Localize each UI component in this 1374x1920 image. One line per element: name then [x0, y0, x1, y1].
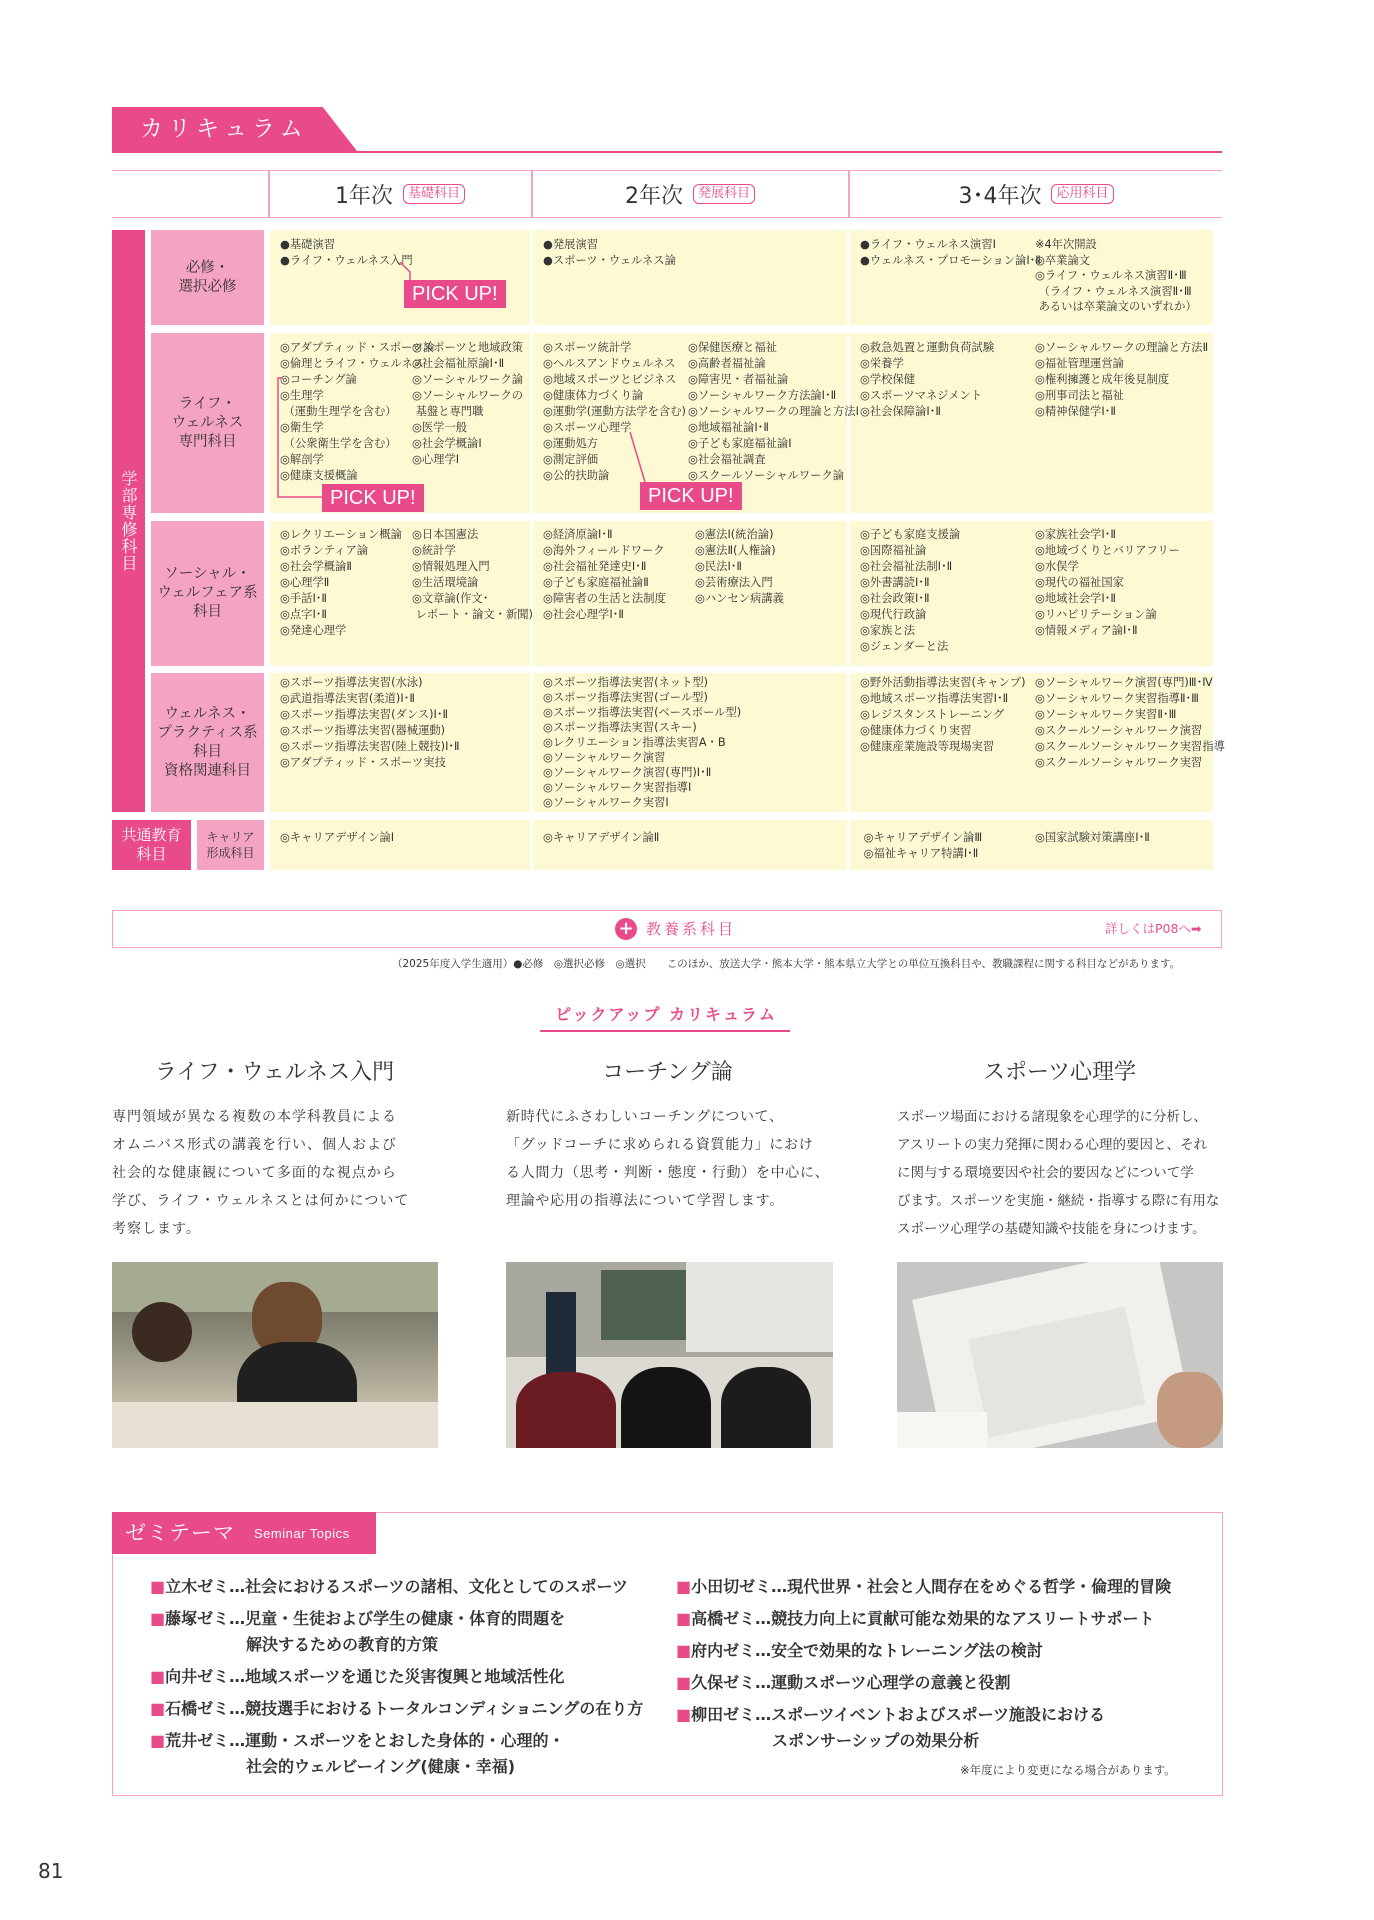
category-wellness: ウェルネス・ プラクティス系 科目 資格関連科目 [151, 673, 264, 812]
plus-icon: + [615, 918, 637, 940]
cell-text: ◎キャリアデザイン論Ⅱ [543, 831, 660, 844]
cell-text: ◎憲法Ⅰ(統治論) ◎憲法Ⅱ(人権論) ◎民法Ⅰ･Ⅱ ◎芸術療法入門 ◎ハンセン病講義 [695, 528, 784, 605]
category-life: ライフ・ ウェルネス 専門科目 [151, 333, 264, 513]
seminar-item: ■荒井ゼミ…運動・スポーツをとおした身体的・心理的・ 社会的ウェルビーイング(健康・幸福) [150, 1731, 565, 1776]
seminar-item: ■立木ゼミ…社会におけるスポーツの諸相、文化としてのスポーツ [150, 1577, 628, 1596]
cell-text: ◎保健医療と福祉 ◎高齢者福祉論 ◎障害児・者福祉論 ◎ソーシャルワーク方法論Ⅰ･Ⅱ ◎ソーシャルワークの理論と方法Ⅰ ◎地域福祉論Ⅰ･Ⅱ ◎子ども家庭福祉論Ⅰ ◎社会福祉調査 ◎スクールソーシャルワーク論 [688, 341, 859, 482]
cell-text: ◎スポーツと地域政策 ◎社会福祉原論Ⅰ･Ⅱ ◎ソーシャルワーク論 ◎ソーシャルワークの 基盤と専門職 ◎医学一般 ◎社会学概論Ⅰ ◎心理学Ⅰ [412, 341, 524, 466]
cell-text: ◎経済原論Ⅰ･Ⅱ ◎海外フィールドワーク ◎社会福祉発達史Ⅰ･Ⅱ ◎子ども家庭福祉論Ⅱ ◎障害者の生活と法制度 ◎社会心理学Ⅰ･Ⅱ [543, 528, 666, 621]
category-career: キャリア 形成科目 [197, 820, 264, 870]
year-3-label: 3･4年次 [958, 183, 1042, 209]
cell-text: ◎ソーシャルワーク演習(専門)Ⅲ･Ⅳ ◎ソーシャルワーク実習指導Ⅱ･Ⅲ ◎ソーシャルワーク実習Ⅱ･Ⅲ ◎スクールソーシャルワーク演習 ◎スクールソーシャルワーク実習指導 ◎スクールソーシャルワーク実習 [1035, 676, 1225, 769]
cell-text: ◎キャリアデザイン論Ⅲ ◎福祉キャリア特講Ⅰ･Ⅱ [863, 831, 983, 860]
pickup-title: コーチング論 [602, 1060, 733, 1085]
pickup-badge-2: PICK UP! [322, 484, 424, 512]
cell-text: ◎ソーシャルワークの理論と方法Ⅱ ◎福祉管理運営論 ◎権利擁護と成年後見制度 ◎刑事司法と福祉 ◎精神保健学Ⅰ･Ⅱ [1035, 341, 1209, 418]
pickup-body: 専門領域が異なる複数の本学科教員による オムニバス形式の講義を行い、個人および 社会的な健康観について多面的な視点から 学び、ライフ・ウェルネスとは何かについて 考察します。 [112, 1109, 410, 1237]
category-common: 共通教育 科目 [112, 820, 191, 870]
photo-students-lecture [112, 1262, 438, 1448]
cell-text: ◎子ども家庭支援論 ◎国際福祉論 ◎社会福祉法制Ⅰ･Ⅱ ◎外書講読Ⅰ･Ⅱ ◎社会政策Ⅰ･Ⅱ ◎現代行政論 ◎家族と法 ◎ジェンダーと法 [860, 528, 961, 653]
cell-text: ◎レクリエーション概論 ◎ボランティア論 ◎社会学概論Ⅱ ◎心理学Ⅱ ◎手話Ⅰ･Ⅱ ◎点字Ⅰ･Ⅱ ◎発達心理学 [280, 528, 402, 637]
cell-text: ◎国家試験対策講座Ⅰ･Ⅱ [1035, 831, 1150, 844]
legend: （2025年度入学生適用）●必修 ◎選択必修 ◎選択 このほか、放送大学・熊本大学・熊本県立大学との単位互換科目や、教職課程に関する科目などがあります。 [392, 958, 1181, 970]
cell-text: ◎スポーツ統計学 ◎ヘルスアンドウェルネス ◎地域スポーツとビジネス ◎健康体力づくり論 ◎運動学(運動方法学を含む) ◎スポーツ心理学 ◎運動処方 ◎測定評価 ◎公的扶助論 [543, 341, 686, 482]
seminar-left-list [150, 1574, 643, 1780]
pickup-heading-underline [540, 1030, 790, 1032]
seminar-note: ※年度により変更になる場合があります。 [960, 1763, 1176, 1777]
cell-text: ◎キャリアデザイン論Ⅰ [280, 831, 395, 844]
category-social: ソーシャル・ ウェルフェア系 科目 [151, 521, 264, 666]
seminar-item: ■久保ゼミ…運動スポーツ心理学の意義と役割 [676, 1673, 1011, 1692]
year-2-label: 2年次 [624, 183, 683, 209]
year-1-tag: 基礎科目 [403, 184, 465, 204]
cell-text: ◎家族社会学Ⅰ･Ⅱ ◎地域づくりとバリアフリー ◎水俣学 ◎現代の福祉国家 ◎地域社会学Ⅰ･Ⅱ ◎リハビリテーション論 ◎情報メディア論Ⅰ･Ⅱ [1035, 528, 1180, 637]
category-required: 必修・ 選択必修 [151, 230, 264, 325]
seminar-item: ■府内ゼミ…安全で効果的なトレーニング法の検討 [676, 1641, 1043, 1660]
side-label: 学部専修科目 [119, 470, 138, 572]
page-number: 81 [38, 1859, 64, 1883]
cell-text: ●発展演習 ●スポーツ・ウェルネス論 [543, 238, 676, 267]
cell-text: ●ライフ・ウェルネス演習Ⅰ ●ウェルネス・プロモーション論Ⅰ･Ⅱ [860, 238, 1041, 267]
pickup-badge-1: PICK UP! [404, 280, 506, 308]
pickup-title: スポーツ心理学 [982, 1060, 1137, 1085]
pickup-title: ライフ・ウェルネス入門 [154, 1060, 395, 1085]
kyoyo-link[interactable]: 詳しくはP08へ➡ [1105, 921, 1202, 936]
pickup-body: スポーツ場面における諸現象を心理学的に分析し、 アスリートの実力発揮に関わる心理的要因と、それ に関与する環境要因や社会的要因などについて学 びます。スポーツを実施・継続・指導する際に有用な スポーツ心理学の基礎知識や技能を身につけます。 [897, 1109, 1220, 1237]
seminar-right-list [676, 1574, 1171, 1754]
seminar-item: ■藤塚ゼミ…児童・生徒および学生の健康・体育的問題を 解決するための教育的方策 [150, 1609, 566, 1654]
year-1-label: 1年次 [334, 183, 393, 209]
photo-psychology-worksheet [897, 1262, 1223, 1448]
cell-text: ●基礎演習 ●ライフ・ウェルネス入門 [280, 238, 413, 267]
seminar-item: ■柳田ゼミ…スポーツイベントおよびスポーツ施設における スポンサーシップの効果分析 [676, 1705, 1106, 1750]
seminar-item: ■小田切ゼミ…現代世界・社会と人間存在をめぐる哲学・倫理的冒険 [676, 1577, 1172, 1596]
seminar-item: ■高橋ゼミ…競技力向上に貢献可能な効果的なアスリートサポート [676, 1609, 1155, 1628]
pickup-badge-3: PICK UP! [640, 482, 742, 510]
cell-text: ◎スポーツ指導法実習(ネット型) ◎スポーツ指導法実習(ゴール型) ◎スポーツ指導法実習(ベースボール型) ◎スポーツ指導法実習(スキー) ◎レクリエーション指導法実習A・B ◎ソーシャルワーク演習 ◎ソーシャルワーク演習(専門)Ⅰ･Ⅱ ◎ソーシャルワーク実習指導Ⅰ ◎ソーシャルワーク実習Ⅰ [543, 676, 742, 809]
cell-text: ◎救急処置と運動負荷試験 ◎栄養学 ◎学校保健 ◎スポーツマネジメント ◎社会保障論Ⅰ･Ⅱ [860, 341, 995, 418]
pickup-heading: ピックアップ カリキュラム [555, 1005, 777, 1024]
cell-text: ◎スポーツ指導法実習(水泳) ◎武道指導法実習(柔道)Ⅰ･Ⅱ ◎スポーツ指導法実習(ダンス)Ⅰ･Ⅱ ◎スポーツ指導法実習(器械運動) ◎スポーツ指導法実習(陸上競技)Ⅰ･Ⅱ ◎アダプティッド・スポーツ実技 [280, 676, 460, 769]
seminar-item: ■石橋ゼミ…競技選手におけるトータルコンディショニングの在り方 [150, 1699, 644, 1718]
kyoyo-label: 教養系科目 [646, 920, 737, 938]
cell-text: ◎野外活動指導法実習(キャンプ) ◎地域スポーツ指導法実習Ⅰ･Ⅱ ◎レジスタンストレーニング ◎健康体力づくり実習 ◎健康産業施設等現場実習 [860, 676, 1026, 753]
cell-text: ◎日本国憲法 ◎統計学 ◎情報処理入門 ◎生活環境論 ◎文章論(作文･ レポート・論文・新聞) [412, 528, 533, 621]
seminar-item: ■向井ゼミ…地域スポーツを通じた災害復興と地域活性化 [150, 1667, 565, 1686]
seminar-subtitle: Seminar Topics [254, 1526, 350, 1541]
cell-text: ※4年次開設 ◎卒業論文 ◎ライフ・ウェルネス演習Ⅱ･Ⅲ （ライフ・ウェルネス演習Ⅱ･Ⅲ あるいは卒業論文のいずれか） [1035, 238, 1197, 313]
curriculum-title: カリキュラム [140, 116, 308, 142]
seminar-title: ゼミテーマ [125, 1521, 235, 1545]
photo-coaching-class [506, 1262, 833, 1448]
pickup-body: 新時代にふさわしいコーチングについて、 「グッドコーチに求められる資質能力」におけ る人間力（思考・判断・態度・行動）を中心に、 理論や応用の指導法について学習します。 [506, 1109, 830, 1209]
cell-text: ◎アダプティッド・スポーツ論 ◎倫理とライフ・ウェルネス ◎コーチング論 ◎生理学 （運動生理学を含む） ◎衛生学 （公衆衛生学を含む） ◎解剖学 ◎健康支援概論 [280, 341, 435, 482]
year-2-tag: 発展科目 [693, 184, 755, 204]
year-3-tag: 応用科目 [1051, 184, 1113, 204]
